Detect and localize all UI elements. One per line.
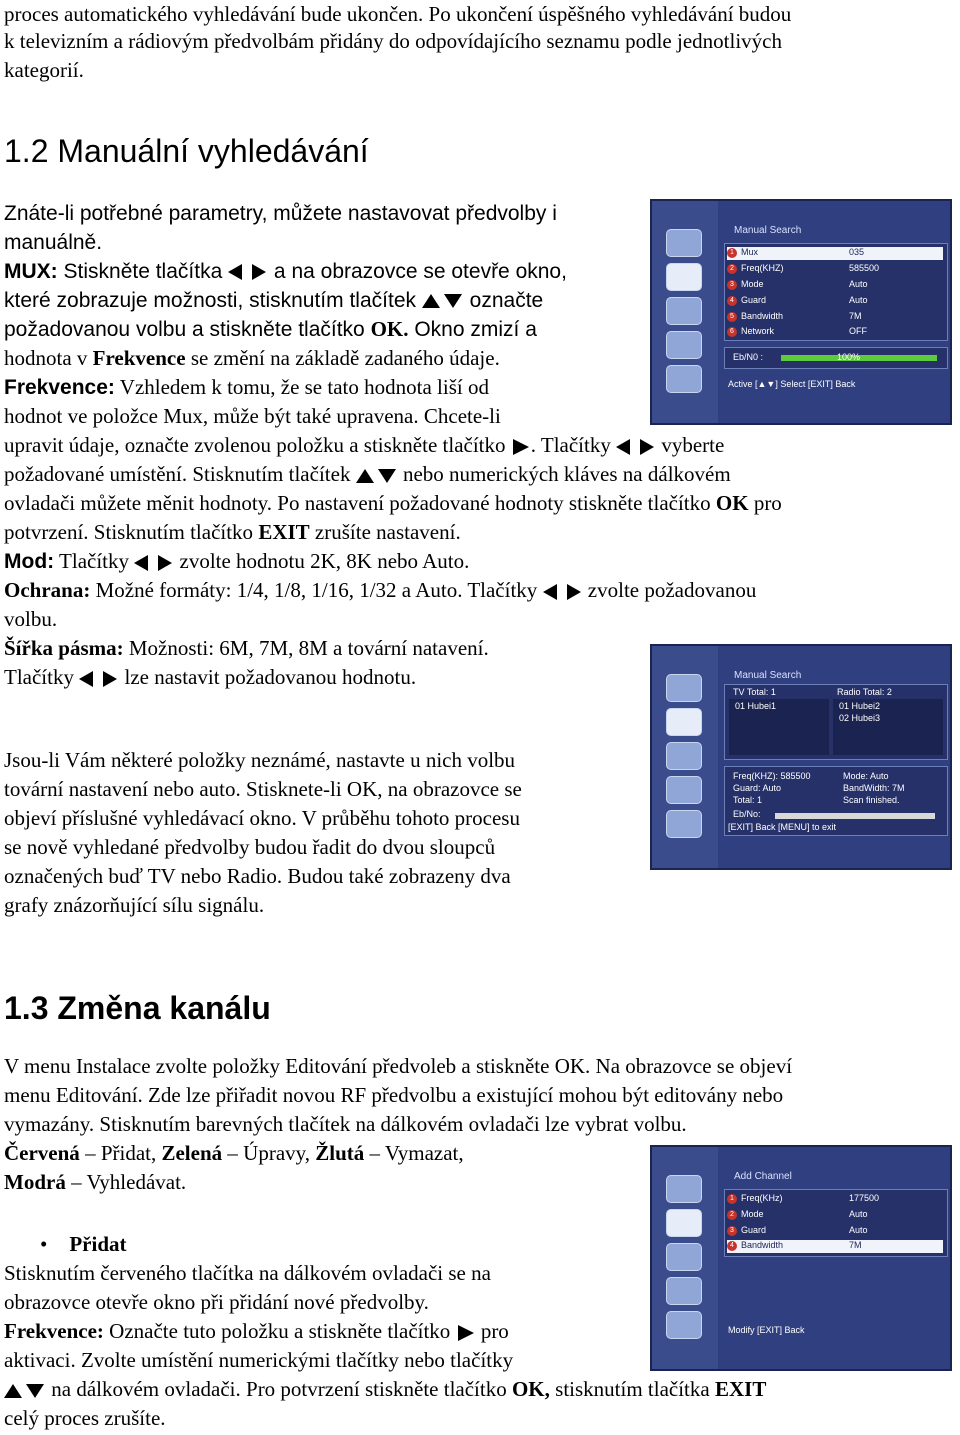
tools-icon	[666, 263, 702, 291]
mux-line-3: požadovanou volbu a stiskněte tlačítko OK. Okno zmizí a	[4, 317, 537, 341]
paragraph-line: menu Editování. Zde lze přiřadit novou RF předvolbu a existující mohou být editovány nebo	[4, 1083, 784, 1107]
setting-row[interactable]: 6 Network OFF	[727, 326, 943, 337]
intro-line-1: proces automatického vyhledávání bude ukončen. Po ukončení úspěšného vyhledávání budou	[4, 2, 792, 26]
frek-line-3: upravit údaje, označte zvolenou položku a stiskněte tlačítko . Tlačítky vyberte	[4, 433, 725, 457]
scan-results-screen	[650, 644, 952, 870]
intro-line-3: kategorií.	[4, 58, 84, 82]
satellite-icon	[666, 229, 702, 257]
mux-label: MUX:	[4, 260, 58, 283]
setting-row[interactable]: 5 Bandwidth 7M	[727, 311, 943, 322]
satellite-icon	[666, 674, 702, 702]
screen-footer: Active [▲▼] Select [EXIT] Back	[728, 379, 856, 389]
screen-sidebar	[652, 1147, 718, 1369]
setting-row[interactable]: 2 Freq(KHZ) 585500	[727, 263, 943, 274]
paragraph-line: se nově vyhledané předvolby budou řadit do dvou sloupců	[4, 835, 496, 859]
frek-line-4: požadované umístění. Stisknutím tlačítek nebo numerických kláves na dálkovém	[4, 462, 731, 486]
ebno-label: Eb/No:	[733, 809, 761, 819]
settings-panel	[724, 1189, 948, 1257]
screen-footer: [EXIT] Back [MENU] to exit	[728, 822, 837, 832]
add-channel-screen	[650, 1145, 952, 1371]
results-panel	[724, 684, 948, 760]
mux-line-4: hodnota v Frekvence se změní na základě zadaného údaje.	[4, 346, 500, 370]
section-heading-manual-search: 1.2 Manuální vyhledávání	[4, 133, 369, 169]
tools-icon	[666, 708, 702, 736]
settings-icon	[666, 776, 702, 804]
setting-row[interactable]: 4 Guard Auto	[727, 295, 943, 306]
paragraph-line: manuálně.	[4, 231, 103, 254]
up-down-arrows-icon	[4, 1382, 46, 1400]
screen-footer: Modify [EXIT] Back	[728, 1325, 805, 1335]
list-item: 01 Hubei1	[735, 701, 777, 711]
freq-info: Freq(KHZ): 585500	[733, 771, 811, 781]
setting-row[interactable]: 3 Mode Auto	[727, 279, 943, 290]
color-keys-line-2: Modrá – Vyhledávat.	[4, 1170, 187, 1194]
paragraph-line: celý proces zrušíte.	[4, 1406, 166, 1430]
mux-line-2: které zobrazuje možnosti, stisknutím tlačítek označte	[4, 289, 544, 312]
left-right-arrows-icon	[228, 262, 268, 282]
frek-line-2: hodnot ve položce Mux, může být také upravena. Chcete-li	[4, 404, 501, 428]
left-right-arrows-icon	[543, 582, 583, 602]
setting-row[interactable]: 1 Mux 035	[727, 247, 943, 260]
paragraph-line: Stisknutím červeného tlačítka na dálkovém ovladači se na	[4, 1261, 491, 1285]
ochrana-line: Ochrana: Možné formáty: 1/4, 1/8, 1/16, 1/32 a Auto. Tlačítky zvolte požadovanou	[4, 578, 757, 602]
scan-status: Scan finished.	[843, 795, 900, 805]
paragraph-line: tovární nastavení nebo auto. Stisknete-li OK, na obrazovce se	[4, 777, 522, 801]
guard-info: Guard: Auto	[733, 783, 782, 793]
left-right-arrows-icon	[79, 669, 119, 689]
left-right-arrows-icon	[134, 553, 174, 573]
paragraph-line: Jsou-li Vám některé položky neznámé, nastavte u nich volbu	[4, 748, 516, 772]
total-info: Total: 1	[733, 795, 763, 805]
game-icon	[666, 810, 702, 838]
signal-bar	[775, 813, 935, 819]
list-item: 02 Hubei3	[839, 713, 881, 723]
list-item: 01 Hubei2	[839, 701, 881, 711]
sirka-line-2: Tlačítky lze nastavit požadovanou hodnotu.	[4, 665, 417, 689]
game-icon	[666, 365, 702, 393]
right-arrow-icon	[456, 1323, 476, 1343]
setting-row[interactable]: 1 Freq(KHz) 177500	[727, 1193, 943, 1204]
section-heading-channel-change: 1.3 Změna kanálu	[4, 990, 271, 1026]
ochrana-line-2: volbu.	[4, 607, 58, 631]
mux-line-1: MUX: Stiskněte tlačítka a na obrazovce se otevře okno,	[4, 260, 567, 283]
paragraph-line: Znáte-li potřebné parametry, můžete nastavovat předvolby i	[4, 202, 557, 225]
paragraph-line: vymazány. Stisknutím barevných tlačítek na dálkovém ovladači lze vybrat volbu.	[4, 1112, 687, 1136]
bullet-item-pridat: • Přidat	[40, 1232, 127, 1256]
paragraph-line: aktivaci. Zvolte umístění numerickými tlačítky nebo tlačítky	[4, 1348, 514, 1372]
up-down-arrows-icon	[356, 467, 398, 485]
setting-row[interactable]: 4 Bandwidth 7M	[727, 1240, 943, 1253]
color-keys-line-1: Červená – Přidat, Zelená – Úpravy, Žlutá – Vymazat,	[4, 1141, 464, 1165]
setting-row[interactable]: 2 Mode Auto	[727, 1209, 943, 1220]
intro-line-2: k televizním a rádiovým předvolbám přidány do odpovídajícího seznamu podle jednotlivých	[4, 29, 782, 53]
up-down-arrows-icon	[422, 292, 464, 310]
game-icon	[666, 1311, 702, 1339]
right-arrow-icon	[511, 437, 531, 457]
frek-line-6: potvrzení. Stisknutím tlačítko EXIT zrušíte nastavení.	[4, 520, 461, 544]
users-icon	[666, 297, 702, 325]
setting-row[interactable]: 3 Guard Auto	[727, 1225, 943, 1236]
paragraph-line: V menu Instalace zvolte položky Editování předvoleb a stiskněte OK. Na obrazovce se objeví	[4, 1054, 793, 1078]
tv-total: TV Total: 1	[733, 687, 776, 697]
bandwidth-info: BandWidth: 7M	[843, 783, 905, 793]
sirka-line: Šířka pásma: Možnosti: 6M, 7M, 8M a tovární natavení.	[4, 636, 489, 660]
settings-icon	[666, 1277, 702, 1305]
settings-icon	[666, 331, 702, 359]
signal-panel: Eb/N0 : 100%	[724, 347, 948, 369]
frek-line-5: ovladači můžete měnit hodnoty. Po nastavení požadované hodnoty stiskněte tlačítko OK pro	[4, 491, 782, 515]
paragraph-line: objeví příslušné vyhledávací okno. V průběhu tohoto procesu	[4, 806, 520, 830]
radio-total: Radio Total: 2	[837, 687, 892, 697]
left-right-arrows-icon	[616, 437, 656, 457]
tools-icon	[666, 1209, 702, 1237]
users-icon	[666, 1243, 702, 1271]
pridat-frek-line: Frekvence: Označte tuto položku a stiskněte tlačítko pro	[4, 1319, 509, 1343]
settings-panel	[724, 243, 948, 341]
mod-line: Mod: Tlačítky zvolte hodnotu 2K, 8K nebo Auto.	[4, 549, 470, 573]
satellite-icon	[666, 1175, 702, 1203]
screen-title: Manual Search	[734, 225, 802, 236]
paragraph-line: grafy znázorňující sílu signálu.	[4, 893, 265, 917]
paragraph-line: označených buď TV nebo Radio. Budou také zobrazeny dva	[4, 864, 511, 888]
pridat-ok-line: na dálkovém ovladači. Pro potvrzení stiskněte tlačítko OK, stisknutím tlačítka EXIT	[4, 1375, 766, 1404]
frek-line-1: Frekvence: Vzhledem k tomu, že se tato hodnota liší od	[4, 375, 489, 399]
manual-search-screen	[650, 199, 952, 425]
users-icon	[666, 742, 702, 770]
screen-title: Add Channel	[734, 1171, 792, 1182]
mode-info: Mode: Auto	[843, 771, 889, 781]
screen-sidebar	[652, 646, 718, 868]
screen-title: Manual Search	[734, 670, 802, 681]
paragraph-line: obrazovce otevře okno při přidání nové předvolby.	[4, 1290, 429, 1314]
screen-sidebar	[652, 201, 718, 423]
